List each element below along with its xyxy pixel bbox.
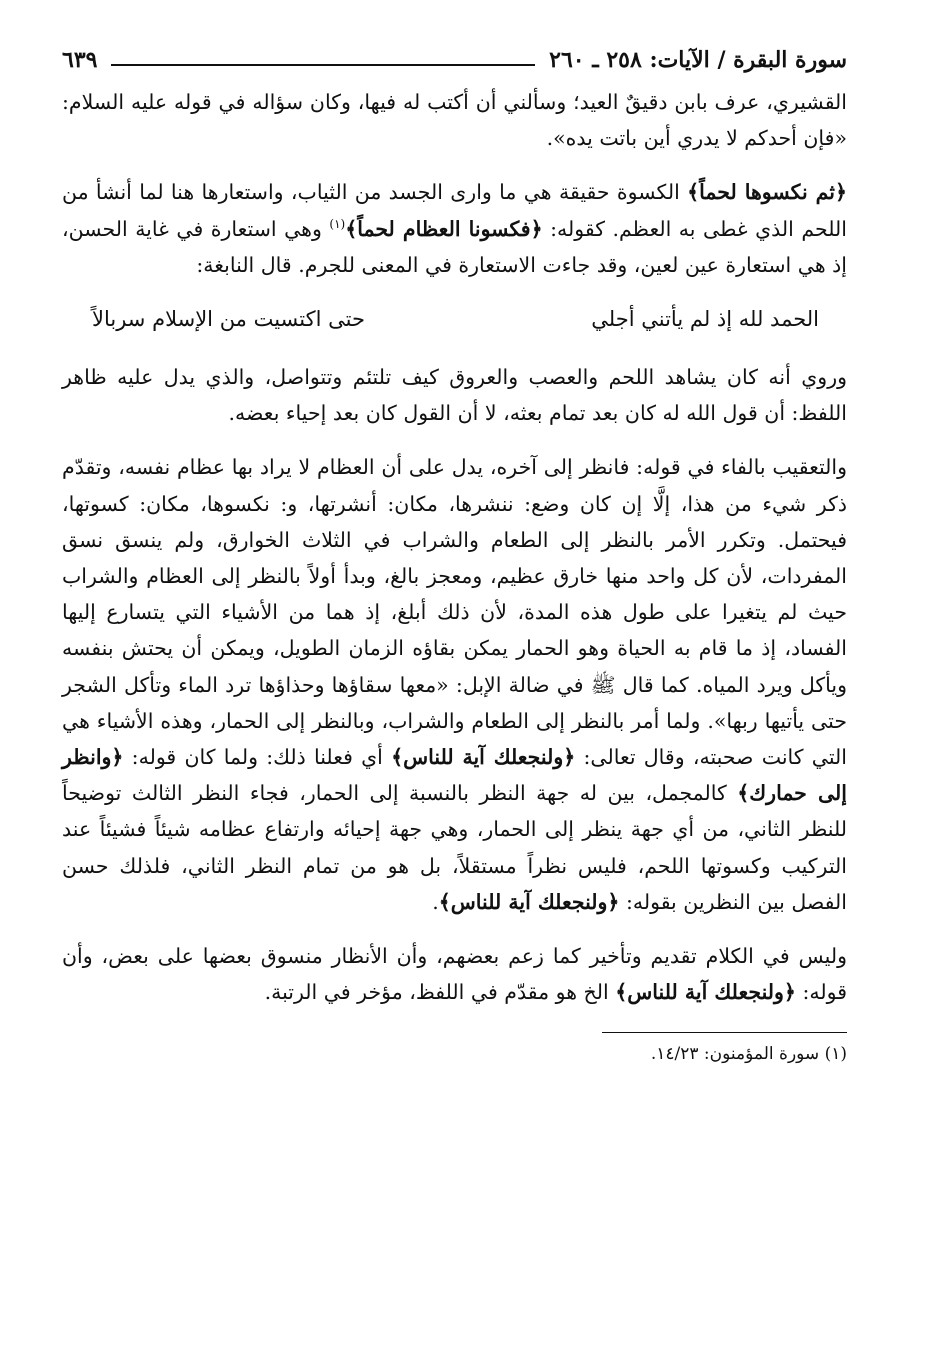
footnote: (١) سورة المؤمنون: ١٤/٢٣. <box>650 1044 847 1065</box>
paragraph-4 <box>62 449 847 920</box>
paragraph-text: والتعقيب بالفاء في قوله: فانظر إلى آخره، يدل على أن العظام لا يراد بها عظام نفسه، وتقدّم ذكر شيء من هذا، إلَّا إن كان وضع: ننشرها، مكان: أنشرتها، و: نكسوها، مكان: كسوتها، فيحتمل. وتكرر الأمر بالنظر إلى الطعام والشراب في الثلاث الخوارق، ولم ينسق نسق المفردات، لأن كل واحد منها خارق عظيم، ومعجز بالغ، وبدأ أولاً بالنظر إلى العظام والشراب حيث لم يتغيرا على طول هذه المدة، لأن ذلك أبلغ، إذ هما من الأشياء التي يتسارع إليها الفساد، إذ ما قام به الحياة وهو الحمار يمكن بقاؤه الزمان الطويل، ويمكن أن يحتش بنفسه ويأكل ويرد المياه. كما قال ﷺ في ضالة الإبل: «معها سقاؤها وحذاؤها ترد الماء وتأكل الشجر حتى يأتيها ربها». ولما أمر بالنظر إلى الطعام والشراب، وبالنظر إلى الحمار، وهذه الأشياء هي التي كانت صحبته، وقال تعالى: <box>62 455 847 770</box>
quran-quote: ﴿ولنجعلك آية للناس﴾ <box>438 889 620 914</box>
paragraph-text: الخ هو مقدّم في اللفظ، مؤخر في الرتبة. <box>264 980 616 1005</box>
footnote-ref: (١) <box>329 216 346 231</box>
quran-quote: ﴿ولنجعلك آية للناس﴾ <box>615 980 796 1005</box>
header-rule <box>111 64 535 66</box>
quran-quote: ﴿ولنجعلك آية للناس﴾ <box>391 745 576 770</box>
poetry-verse <box>92 301 819 337</box>
footnote-rule <box>602 1032 847 1033</box>
paragraph-text: الكسوة حقيقة هي ما وارى الجسد من الثياب، واستعارها هنا لما أنشأ من اللحم الذي غطى به العظم. كقوله: <box>62 180 847 241</box>
paragraph-text: كالمجمل، بين له جهة النظر بالنسبة إلى الحمار، فجاء النظر الثالث توضيحاً للنظر الثاني، من أي جهة ينظر إلى الحمار، وهي جهة إحيائه وارتفاع عظامه شيئاً فشيئاً عند التركيب وكسوتها اللحم، فليس نظراً مستقلاً، بل هو من تمام النظر الثاني، فلذلك حسن الفصل بين النظرين بقوله: <box>62 781 847 914</box>
paragraph-text: . <box>432 889 439 914</box>
quran-quote: ﴿وانظر إلى حمارك﴾ <box>62 745 847 806</box>
paragraph-2 <box>62 174 847 283</box>
paragraph-text: وهي استعارة في غاية الحسن، إذ هي استعارة عين لعين، وقد جاءت الاستعارة في المعنى للجرم. قال النابغة: <box>62 216 847 277</box>
paragraph-3 <box>62 359 847 431</box>
paragraph-text: القشيري، عرف بابن دقيقٌ العيد؛ وسألني أن أكتب له فيها، وكان سؤاله في قوله عليه السلام: «فإن أحدكم لا يدري أين باتت يده». <box>62 90 847 151</box>
paragraph-5 <box>62 938 847 1010</box>
book-page <box>62 38 847 1067</box>
running-title: سورة البقرة / الآيات: ٢٥٨ ـ ٢٦٠ <box>549 47 847 73</box>
quran-quote: ﴿ثم نكسوها لحماً﴾ <box>687 180 847 205</box>
paragraph-text: وروي أنه كان يشاهد اللحم والعصب والعروق كيف تلتئم وتتواصل، والذي يدل عليه ظاهر اللفظ: أن قول الله له كان بعد تمام بعثه، لا أن القول كان بعد إحياء بعضه. <box>62 365 847 426</box>
verse-first-hemistich: الحمد لله إذ لم يأتني أجلي <box>591 307 819 332</box>
page-number: ٦٣٩ <box>62 47 98 73</box>
paragraph-1 <box>62 84 847 156</box>
paragraph-text: أي فعلنا ذلك: ولما كان قوله: <box>123 745 392 770</box>
quran-quote: ﴿فكسونا العظام لحماً﴾ <box>345 216 543 241</box>
paragraph-text: وليس في الكلام تقديم وتأخير كما زعم بعضهم، وأن الأنظار منسوق بعضها على بعض، وأن قوله: <box>62 944 847 1005</box>
verse-second-hemistich: حتى اكتسيت من الإسلام سربالاً <box>92 307 365 332</box>
page-header <box>62 38 847 82</box>
